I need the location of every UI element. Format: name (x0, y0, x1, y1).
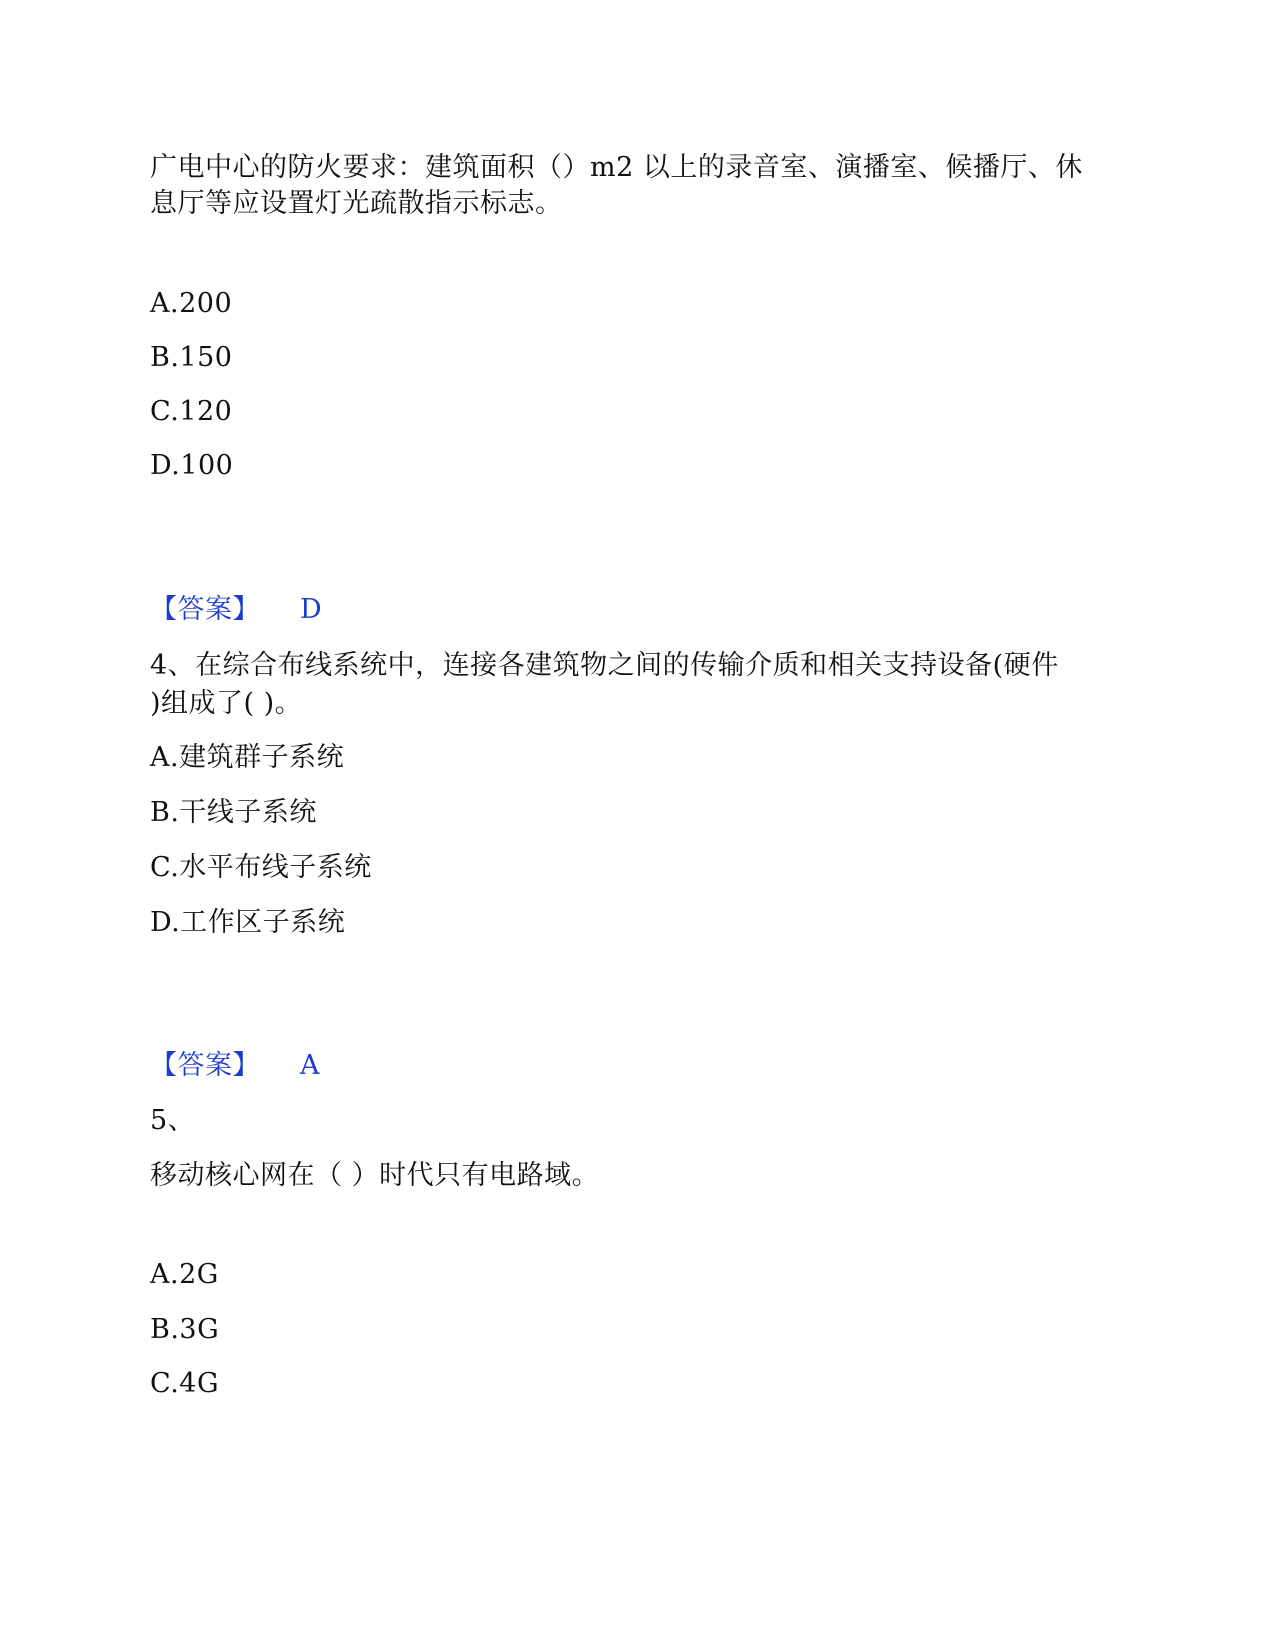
q3-option-c: C.120 (150, 396, 233, 427)
q3-stem-line1: 广电中心的防火要求：建筑面积（）m2 以上的录音室、演播室、候播厅、休 (150, 152, 1083, 183)
q3-answer-tag: 【答案】 (150, 594, 260, 625)
q5-option-b: B.3G (150, 1314, 220, 1345)
q3-option-a: A.200 (150, 288, 233, 319)
q4-option-c: C.水平布线子系统 (150, 852, 372, 883)
q3-answer-value: D (300, 594, 323, 625)
q5-number: 5、 (150, 1105, 196, 1136)
q4-stem-line2: )组成了( )。 (150, 688, 303, 719)
q4-answer-value: A (300, 1050, 320, 1081)
q3-option-d: D.100 (150, 450, 234, 481)
q3-stem-line2: 息厅等应设置灯光疏散指示标志。 (150, 188, 563, 219)
q3-option-b: B.150 (150, 342, 233, 373)
q4-stem-line1: 4、在综合布线系统中，连接各建筑物之间的传输介质和相关支持设备(硬件 (150, 650, 1059, 681)
q4-option-b: B.干线子系统 (150, 797, 317, 828)
q5-option-a: A.2G (150, 1259, 219, 1290)
q4-answer-tag: 【答案】 (150, 1050, 260, 1081)
q5-stem: 移动核心网在（ ）时代只有电路域。 (150, 1160, 600, 1191)
q5-option-c: C.4G (150, 1368, 220, 1399)
q4-option-a: A.建筑群子系统 (150, 742, 345, 773)
q4-answer (150, 1046, 320, 1086)
q4-option-d: D.工作区子系统 (150, 907, 346, 938)
q3-answer (150, 590, 322, 630)
